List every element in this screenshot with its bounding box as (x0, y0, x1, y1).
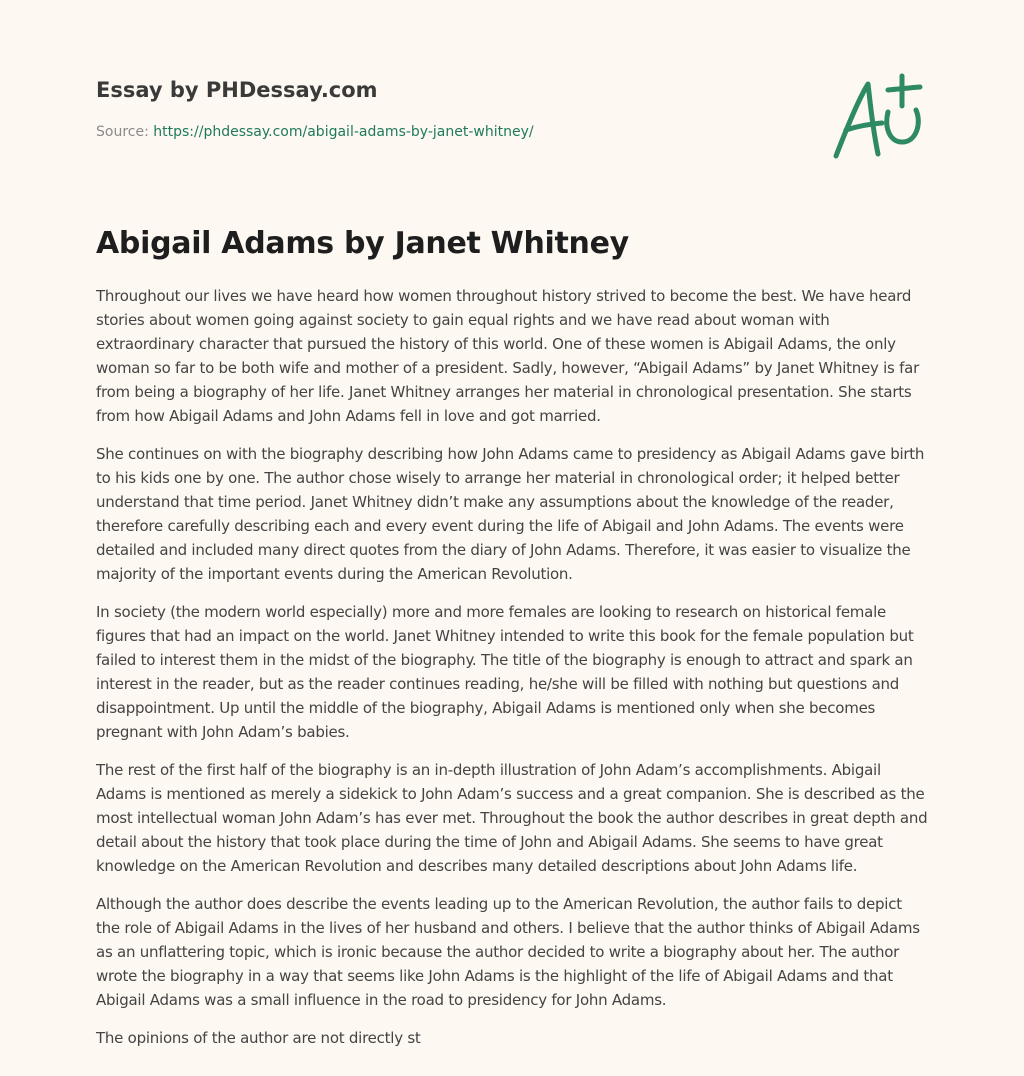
essay-title: Abigail Adams by Janet Whitney (96, 226, 629, 261)
source-link[interactable]: https://phdessay.com/abigail-adams-by-janet-whitney/ (153, 124, 534, 140)
a-plus-logo-icon (828, 70, 928, 162)
source-label: Source: (96, 124, 154, 140)
essay-paragraph: Although the author does describe the events leading up to the American Revolution, the author fails to depict the role of Abigail Adams in the lives of her husband and others. I believe that the author thinks of Abigail Adams as an unflattering topic, which is ironic because the author decided to write a biography about her. The author wrote the biography in a way that seems like John Adams is the highlight of the life of Abigail Adams and that Abigail Adams was a small influence in the road to presidency for John Adams. (96, 895, 920, 1009)
brand-name: Essay by PHDessay.com (96, 78, 378, 102)
page-header (96, 76, 928, 176)
essay-body (96, 284, 930, 1064)
essay-paragraph: The opinions of the author are not directly st (96, 1029, 421, 1047)
essay-paragraph: She continues on with the biography describing how John Adams came to presidency as Abigail Adams gave birth to his kids one by one. The author chose wisely to arrange her material in chronological order; it helped better understand that time period. Janet Whitney didn’t make any assumptions about the knowledge of the reader, therefore carefully describing each and every event during the life of Abigail and John Adams. The events were detailed and included many direct quotes from the diary of John Adams. Therefore, it was easier to visualize the majority of the important events during the American Revolution. (96, 445, 925, 583)
source-line (96, 124, 534, 140)
essay-paragraph: Throughout our lives we have heard how women throughout history strived to become the best. We have heard stories about women going against society to gain equal rights and we have read about woman with extraordinary character that pursued the history of this world. One of these women is Abigail Adams, the only woman so far to be both wife and mother of a president. Sadly, however, “Abigail Adams” by Janet Whitney is far from being a biography of her life. Janet Whitney arranges her material in chronological presentation. She starts from how Abigail Adams and John Adams fell in love and got married. (96, 287, 920, 425)
essay-paragraph: In society (the modern world especially) more and more females are looking to research on historical female figures that had an impact on the world. Janet Whitney intended to write this book for the female population but failed to interest them in the midst of the biography. The title of the biography is enough to attract and spark an interest in the reader, but as the reader continues reading, he/she will be filled with nothing but questions and disappointment. Up until the middle of the biography, Abigail Adams is mentioned only when she becomes pregnant with John Adam’s babies. (96, 603, 914, 741)
essay-paragraph: The rest of the first half of the biography is an in-depth illustration of John Adam’s accomplishments. Abigail Adams is mentioned as merely a sidekick to John Adam’s success and a great companion. She is described as the most intellectual woman John Adam’s has ever met. Throughout the book the author describes in great depth and detail about the history that took place during the time of John and Abigail Adams. She seems to have great knowledge on the American Revolution and describes many detailed descriptions about John Adams life. (96, 761, 928, 875)
